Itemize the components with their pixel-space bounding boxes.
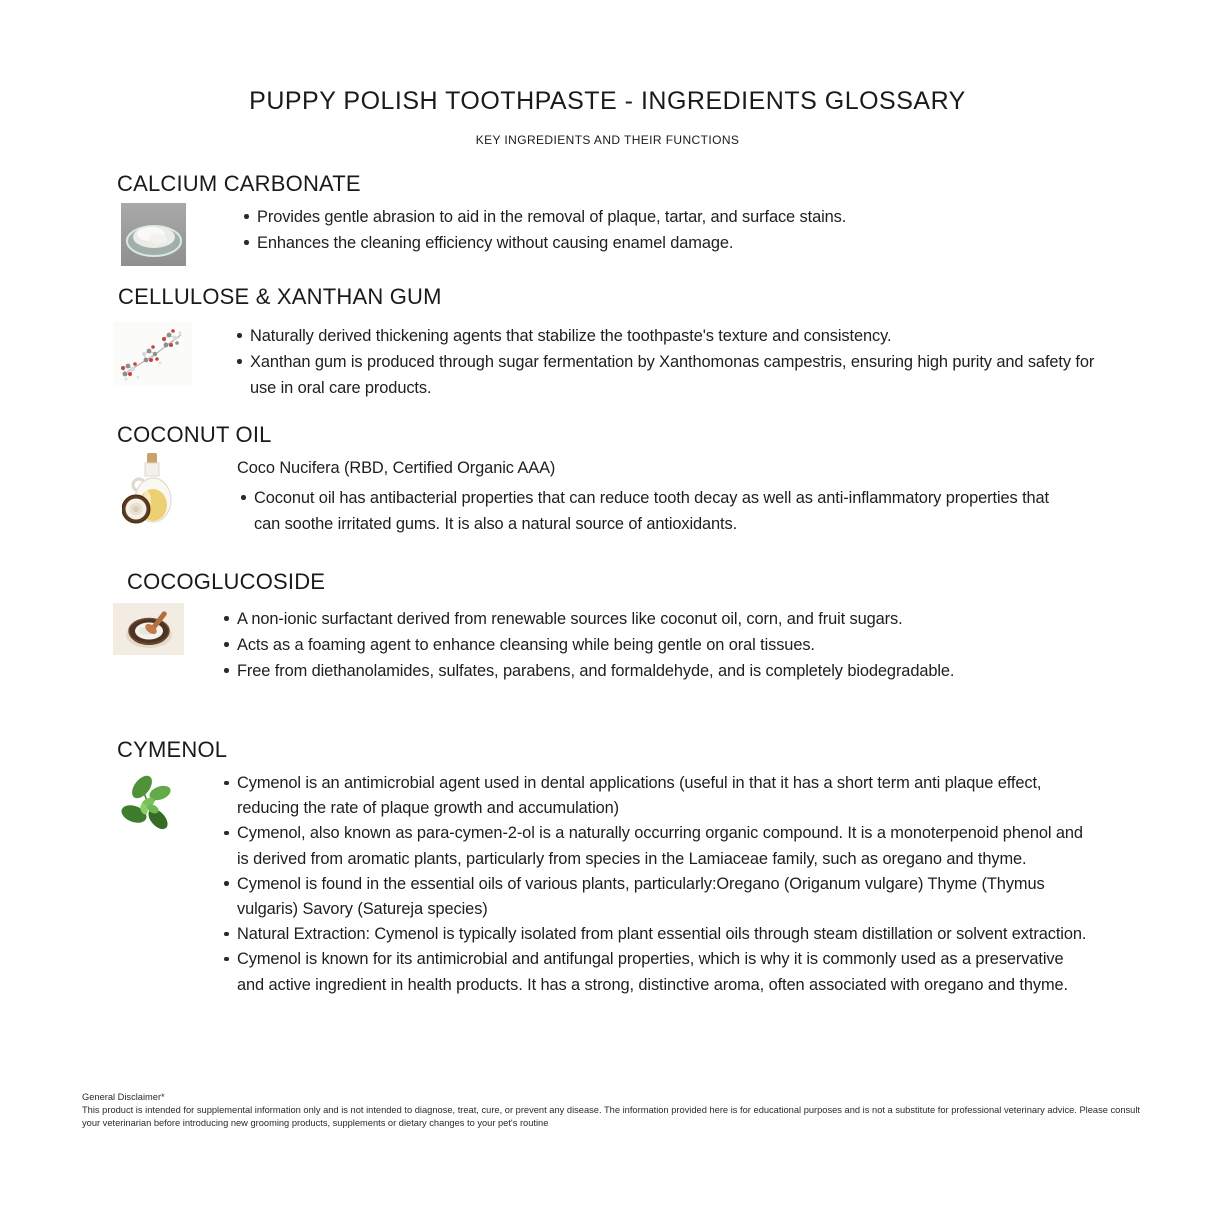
section-cocoglucoside xyxy=(0,570,1215,684)
section-cellulose-xanthan-gum xyxy=(0,285,1215,401)
coconut-oil-heading: COCONUT OIL xyxy=(117,422,272,447)
disclaimer-title: General Disclaimer* xyxy=(82,1092,165,1102)
page-title: PUPPY POLISH TOOTHPASTE - INGREDIENTS GLOSSARY xyxy=(249,87,966,115)
bullet-item: Cymenol is an antimicrobial agent used in dental applications (useful in that it has a short term anti plaque effect, reducing the rate of plaque growth and accumulation) xyxy=(220,771,1089,821)
cellulose-xanthan-gum-bullet-list xyxy=(233,323,1117,401)
coconut-oil-intro-line: Coco Nucifera (RBD, Certified Organic AAA) xyxy=(237,459,556,477)
disclaimer-body: This product is intended for supplemental information only and is not intended to diagnose, treat, cure, or prevent any disease. The information provided here is for educational purposes and is not a substitute for professional veterinary advice. Please consult your veterinarian before introducing new grooming products, supplements or dietary changes to your pet's routine xyxy=(82,1105,1140,1128)
bullet-item: Acts as a foaming agent to enhance cleansing while being gentle on oral tissues. xyxy=(220,632,1037,658)
coconut-oil-bullet-list xyxy=(237,485,1071,537)
coconut-oil-content xyxy=(237,455,1071,537)
cymenol-content xyxy=(220,771,1089,998)
bullet-item: Free from diethanolamides, sulfates, parabens, and formaldehyde, and is completely biodegradable. xyxy=(220,658,1037,684)
coconut-oil-photo xyxy=(122,452,179,530)
cymenol-heading: CYMENOL xyxy=(117,737,228,762)
section-coconut-oil xyxy=(0,423,1215,537)
cellulose-xanthan-gum-heading: CELLULOSE & XANTHAN GUM xyxy=(118,284,442,309)
cymenol-mint-photo xyxy=(120,767,178,835)
section-calcium-carbonate xyxy=(0,172,1215,256)
cellulose-molecule-photo xyxy=(113,322,192,385)
cocoglucoside-content xyxy=(220,606,1037,684)
bullet-item: Provides gentle abrasion to aid in the removal of plaque, tartar, and surface stains. xyxy=(240,204,1100,230)
bullet-item: Natural Extraction: Cymenol is typically isolated from plant essential oils through steam distillation or solvent extraction. xyxy=(220,922,1089,947)
cellulose-xanthan-gum-content xyxy=(233,323,1117,401)
bullet-item: Cymenol is known for its antimicrobial and antifungal properties, which is why it is commonly used as a preservative and active ingredient in health products. It has a strong, distinctive aroma, often associated with oregano and thyme. xyxy=(220,947,1089,997)
general-disclaimer xyxy=(82,1091,1140,1130)
calcium-carbonate-photo xyxy=(121,203,186,266)
cocoglucoside-bullet-list xyxy=(220,606,1037,684)
calcium-carbonate-content xyxy=(240,204,1100,256)
calcium-carbonate-bullet-list xyxy=(240,204,1100,256)
cocoglucoside-photo xyxy=(113,603,184,655)
bullet-item: Cymenol, also known as para-cymen-2-ol is a naturally occurring organic compound. It is a monoterpenoid phenol and is derived from aromatic plants, particularly from species in the Lamiaceae family, such as oregano and thyme. xyxy=(220,821,1089,871)
bullet-item: Enhances the cleaning efficiency without causing enamel damage. xyxy=(240,230,1100,256)
bullet-item: Cymenol is found in the essential oils of various plants, particularly:Oregano (Origanum vulgare) Thyme (Thymus vulgaris) Savory (Satureja species) xyxy=(220,872,1089,922)
page-subtitle: KEY INGREDIENTS AND THEIR FUNCTIONS xyxy=(475,133,740,147)
cymenol-bullet-list xyxy=(220,771,1089,998)
bullet-item: Xanthan gum is produced through sugar fermentation by Xanthomonas campestris, ensuring high purity and safety for use in oral care products. xyxy=(233,349,1117,401)
bullet-item: Naturally derived thickening agents that stabilize the toothpaste's texture and consistency. xyxy=(233,323,1117,349)
section-cymenol xyxy=(0,738,1215,998)
calcium-carbonate-heading: CALCIUM CARBONATE xyxy=(117,171,361,196)
bullet-item: Coconut oil has antibacterial properties that can reduce tooth decay as well as anti-inflammatory properties that can soothe irritated gums. It is also a natural source of antioxidants. xyxy=(237,485,1071,537)
bullet-item: A non-ionic surfactant derived from renewable sources like coconut oil, corn, and fruit sugars. xyxy=(220,606,1037,632)
cocoglucoside-heading: COCOGLUCOSIDE xyxy=(127,569,326,594)
